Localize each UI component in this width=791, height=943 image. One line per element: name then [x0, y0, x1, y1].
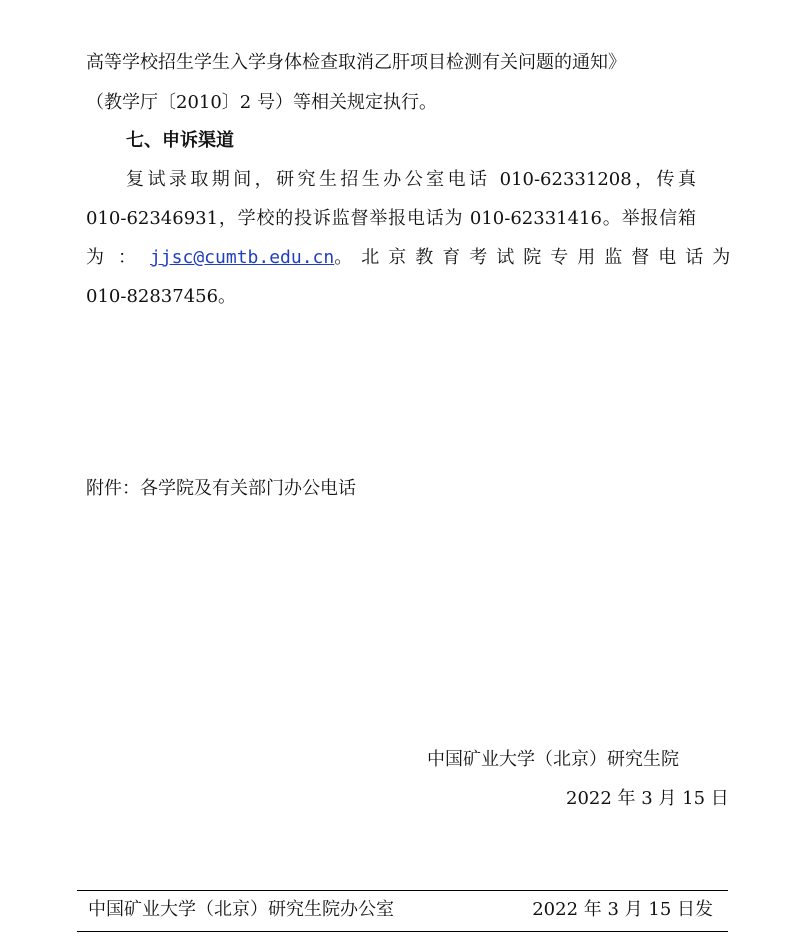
email-link[interactable]: jjsc@cumtb.edu.cn: [150, 247, 335, 268]
footer-date: 2022 年 3 月 15 日发: [532, 899, 713, 920]
paragraph-line: 高等学校招生学生入学身体检查取消乙肝项目检测有关问题的通知》: [86, 52, 626, 73]
paragraph-line: （教学厅〔2010〕2 号）等相关规定执行。: [86, 92, 437, 113]
footer-bottom-rule: [77, 931, 728, 932]
paragraph-line: [86, 246, 740, 270]
paragraph-line: 010-62346931，学校的投诉监督举报电话为 010-62331416。举报信箱: [86, 208, 696, 229]
paragraph-line: 复试录取期间，研究生招生办公室电话 010-62331208，传真: [126, 169, 696, 190]
paragraph-line: 010-82837456。: [86, 286, 237, 307]
attachment-note: 附件：各学院及有关部门办公电话: [86, 478, 356, 499]
email-prefix: 为：: [86, 247, 150, 268]
footer: [88, 898, 713, 922]
section-heading: 七、申诉渠道: [126, 130, 234, 151]
signature-date: 2022 年 3 月 15 日: [566, 788, 729, 809]
email-suffix: 。北京教育考试院专用监督电话为: [334, 247, 740, 268]
signature-org: 中国矿业大学（北京）研究生院: [427, 749, 679, 770]
footer-issuer: 中国矿业大学（北京）研究生院办公室: [88, 899, 394, 920]
footer-top-rule: [77, 890, 728, 891]
